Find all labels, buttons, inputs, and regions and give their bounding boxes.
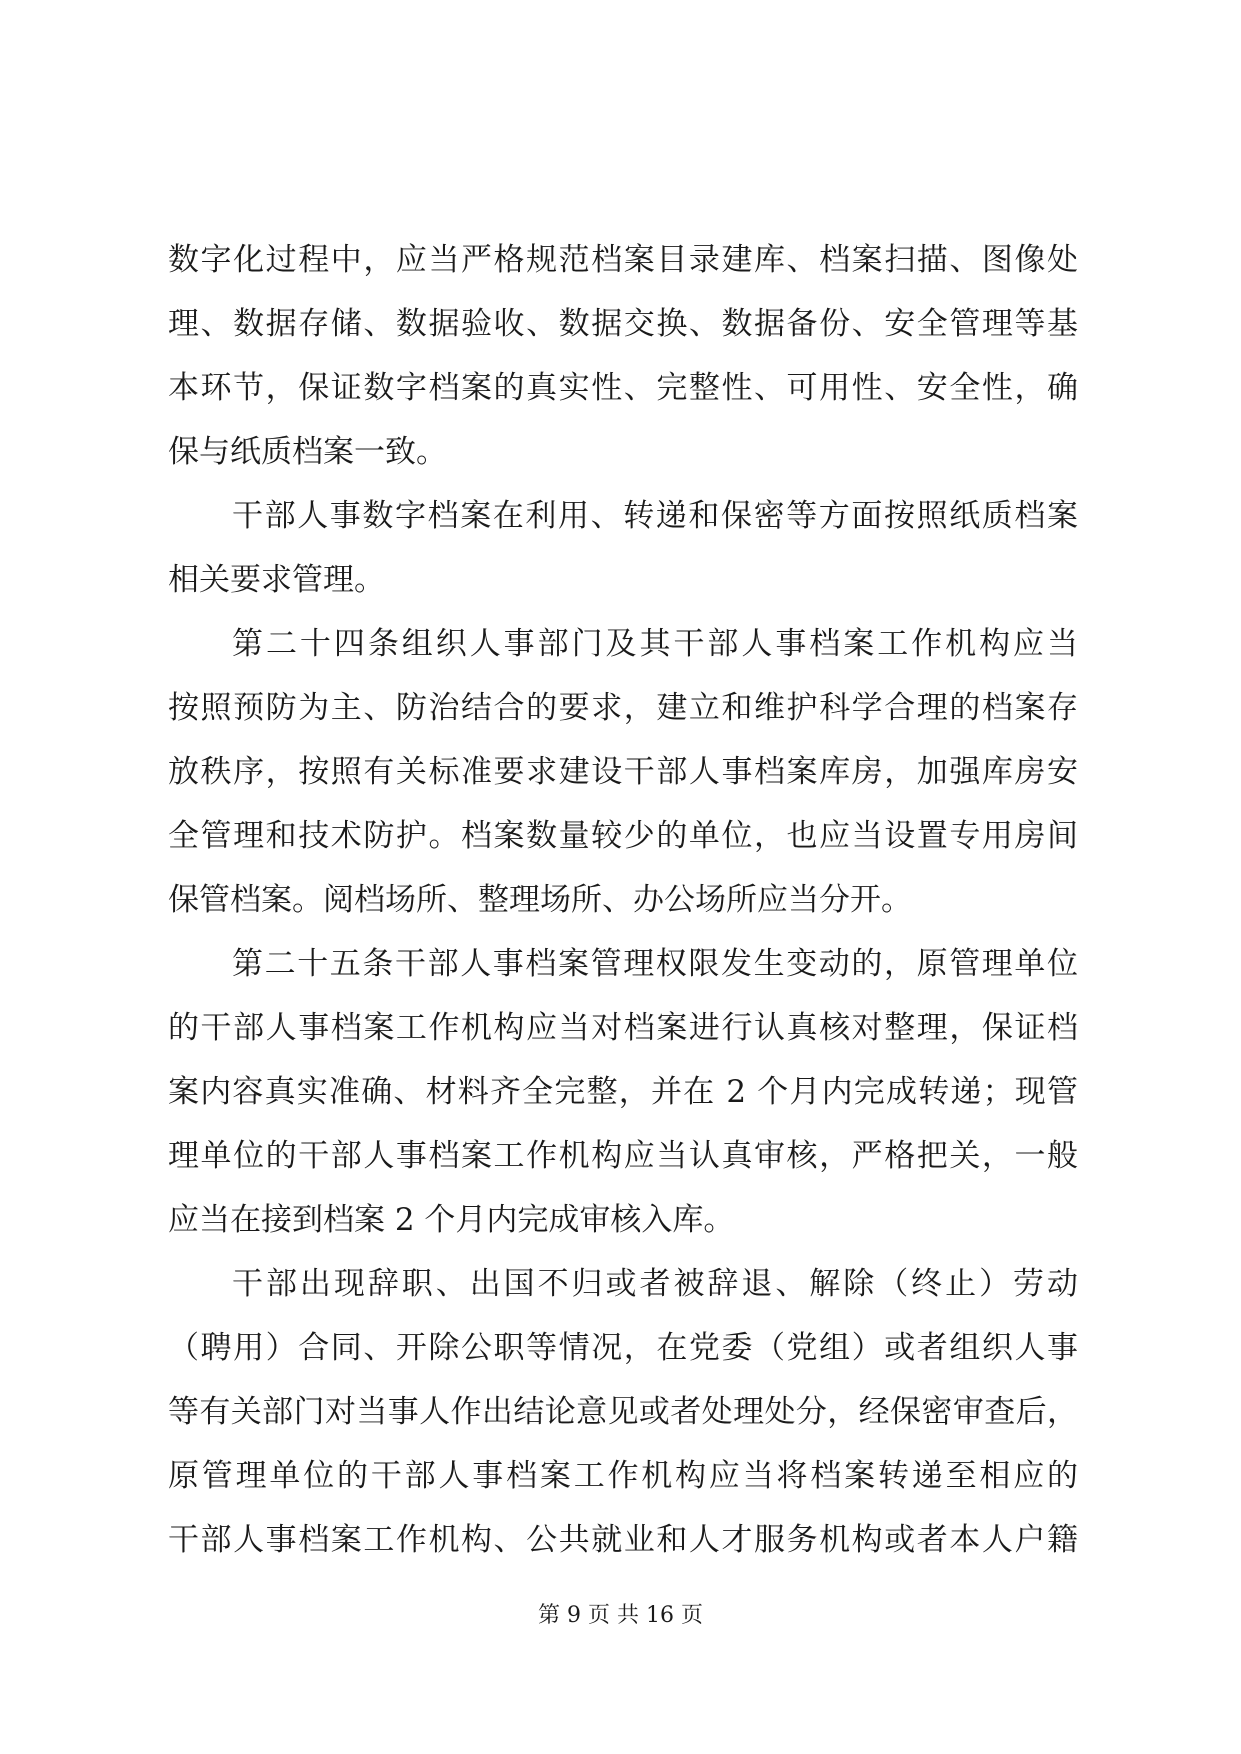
text-line: 原管理单位的干部人事档案工作机构应当将档案转递至相应的 bbox=[168, 1458, 1078, 1494]
text-line: 案内容真实准确、材料齐全完整，并在 2 个月内完成转递；现管 bbox=[168, 1074, 1078, 1110]
text-line: 理单位的干部人事档案工作机构应当认真审核，严格把关，一般 bbox=[168, 1138, 1078, 1174]
text-line: （聘用）合同、开除公职等情况，在党委（党组）或者组织人事 bbox=[168, 1330, 1078, 1366]
text-line: 保管档案。阅档场所、整理场所、办公场所应当分开。 bbox=[168, 882, 912, 918]
text-line: 等有关部门对当事人作出结论意见或者处理处分，经保密审查后， bbox=[168, 1394, 1078, 1430]
text-line: 干部出现辞职、出国不归或者被辞退、解除（终止）劳动 bbox=[232, 1266, 1078, 1302]
text-line: 数字化过程中，应当严格规范档案目录建库、档案扫描、图像处 bbox=[168, 242, 1078, 278]
page-footer: 第 9 页 共 16 页 bbox=[538, 1603, 703, 1628]
text-line: 按照预防为主、防治结合的要求，建立和维护科学合理的档案存 bbox=[168, 690, 1078, 726]
text-line: 第二十五条干部人事档案管理权限发生变动的，原管理单位 bbox=[232, 946, 1078, 982]
document-body bbox=[168, 228, 1078, 1572]
text-line: 全管理和技术防护。档案数量较少的单位，也应当设置专用房间 bbox=[168, 818, 1078, 854]
text-line: 干部人事档案工作机构、公共就业和人才服务机构或者本人户籍 bbox=[168, 1522, 1078, 1558]
text-line: 放秩序，按照有关标准要求建设干部人事档案库房，加强库房安 bbox=[168, 754, 1078, 790]
text-line: 第二十四条组织人事部门及其干部人事档案工作机构应当 bbox=[232, 626, 1078, 662]
text-line: 相关要求管理。 bbox=[168, 562, 385, 598]
text-line: 理、数据存储、数据验收、数据交换、数据备份、安全管理等基 bbox=[168, 306, 1078, 342]
text-line: 保与纸质档案一致。 bbox=[168, 434, 447, 470]
text-line: 应当在接到档案 2 个月内完成审核入库。 bbox=[168, 1202, 735, 1238]
text-line: 干部人事数字档案在利用、转递和保密等方面按照纸质档案 bbox=[232, 498, 1078, 534]
text-line: 的干部人事档案工作机构应当对档案进行认真核对整理，保证档 bbox=[168, 1010, 1078, 1046]
text-line: 本环节，保证数字档案的真实性、完整性、可用性、安全性，确 bbox=[168, 370, 1078, 406]
